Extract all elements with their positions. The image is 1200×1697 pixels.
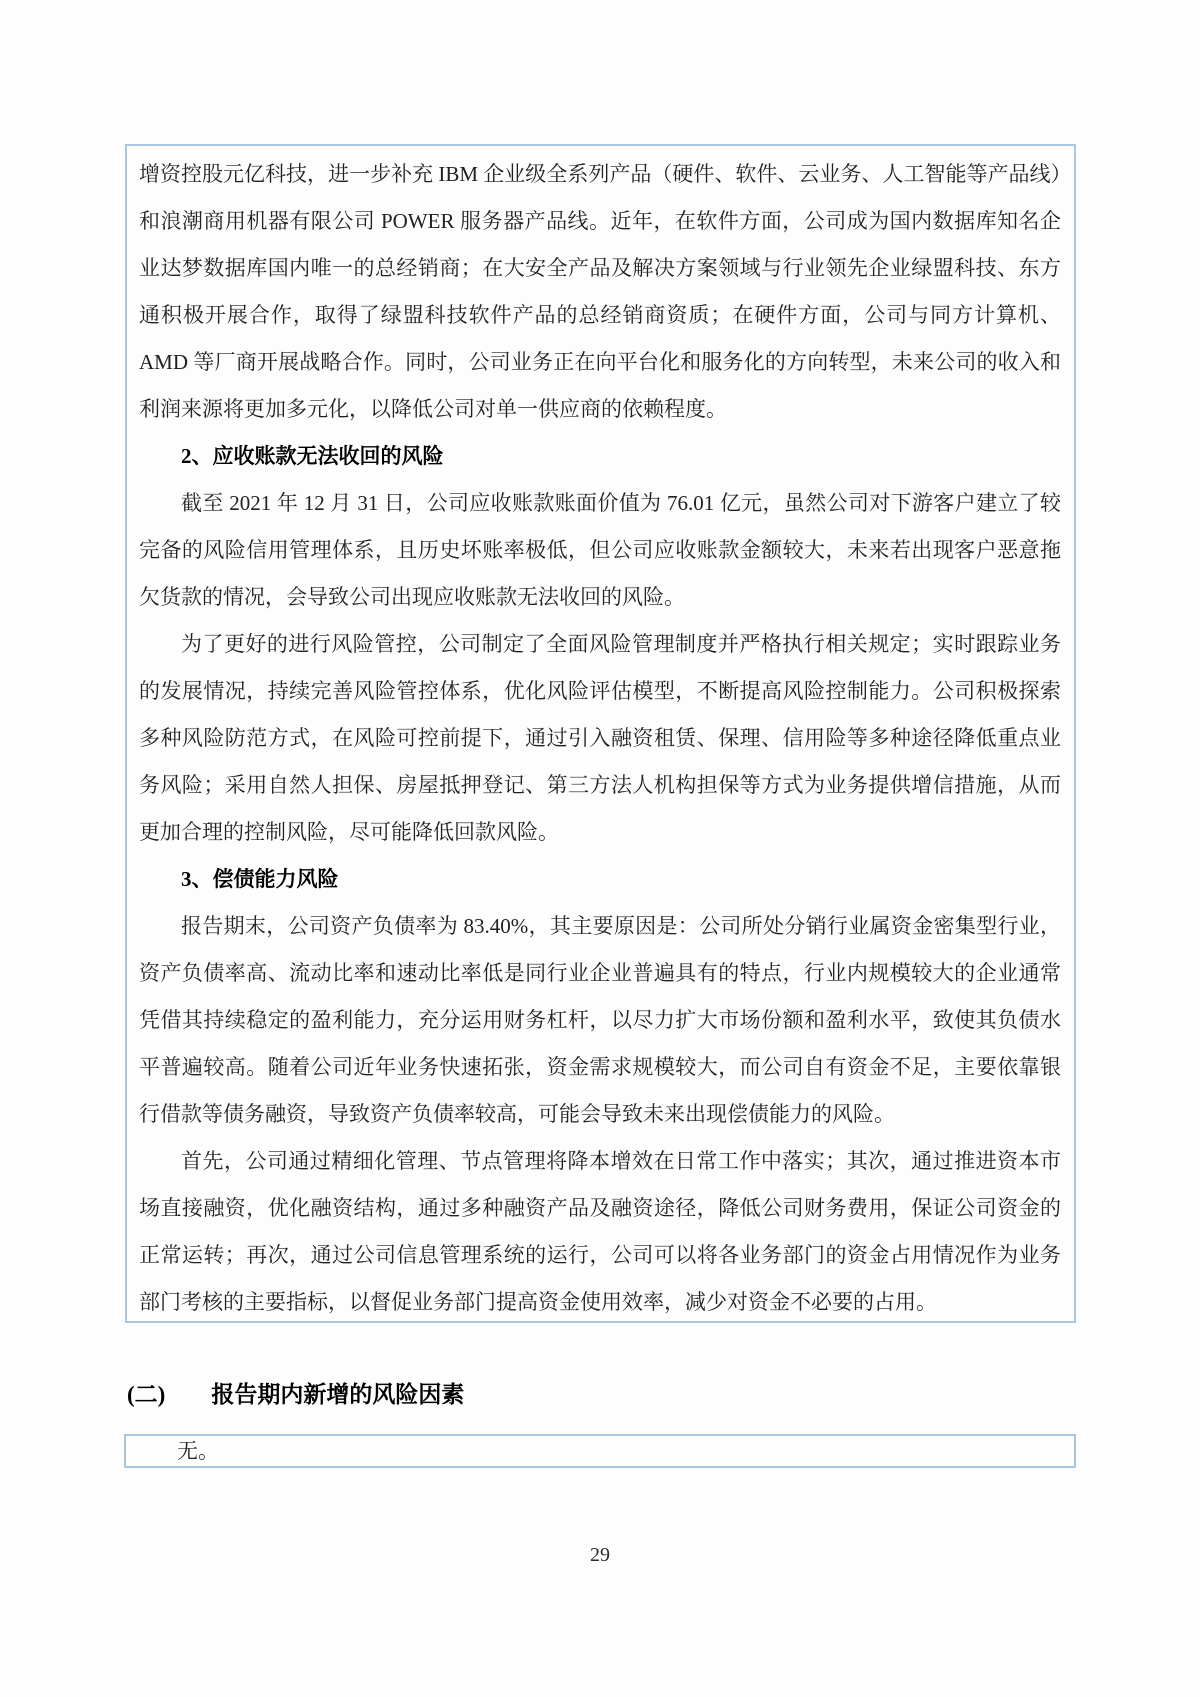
section-title: 报告期内新增的风险因素 [211, 1382, 465, 1407]
paragraph: 报告期末，公司资产负债率为 83.40%，其主要原因是：公司所处分销行业属资金密集型行业，资产负债率高、流动比率和速动比率低是同行业企业普遍具有的特点，行业内规模较大的企业通常凭借其持续稳定的盈利能力，充分运用财务杠杆，以尽力扩大市场份额和盈利水平，致使其负债水平普遍较高。随着公司近年业务快速拓张，资金需求规模较大，而公司自有资金不足，主要依靠银行借款等债务融资，导致资产负债率较高，可能会导致未来出现偿债能力的风险。 [139, 914, 1061, 1126]
paragraph: 首先，公司通过精细化管理、节点管理将降本增效在日常工作中落实；其次，通过推进资本市场直接融资，优化融资结构，通过多种融资产品及融资途径，降低公司财务费用，保证公司资金的正常运转；再次，通过公司信息管理系统的运行，公司可以将各业务部门的资金占用情况作为业务部门考核的主要指标，以督促业务部门提高资金使用效率，减少对资金不必要的占用。 [139, 1149, 1061, 1314]
subsection-heading: 3、偿债能力风险 [181, 867, 339, 891]
paragraph: 为了更好的进行风险管控，公司制定了全面风险管理制度并严格执行相关规定；实时跟踪业务的发展情况，持续完善风险管控体系，优化风险评估模型，不断提高风险控制能力。公司积极探索多种风险防范方式，在风险可控前提下，通过引入融资租赁、保理、信用险等多种途径降低重点业务风险；采用自然人担保、房屋抵押登记、第三方法人机构担保等方式为业务提供增信措施，从而更加合理的控制风险，尽可能降低回款风险。 [139, 632, 1061, 844]
subsection-heading: 2、应收账款无法收回的风险 [181, 444, 444, 468]
section-number: (二) [127, 1382, 166, 1407]
none-box [124, 1434, 1076, 1468]
page-number: 29 [590, 1544, 610, 1566]
paragraph: 增资控股元亿科技，进一步补充 IBM 企业级全系列产品（硬件、软件、云业务、人工智能等产品线）和浪潮商用机器有限公司 POWER 服务器产品线。近年，在软件方面，公司成为国内数据库知名企业达梦数据库国内唯一的总经销商；在大安全产品及解决方案领域与行业领先企业绿盟科技、东方通积极开展合作，取得了绿盟科技软件产品的总经销商资质；在硬件方面，公司与同方计算机、AMD 等厂商开展战略合作。同时，公司业务正在向平台化和服务化的方向转型，未来公司的收入和利润来源将更加多元化，以降低公司对单一供应商的依赖程度。 [139, 162, 1061, 421]
paragraph: 截至 2021 年 12 月 31 日，公司应收账款账面价值为 76.01 亿元，虽然公司对下游客户建立了较完备的风险信用管理体系，且历史坏账率极低，但公司应收账款金额较大，未来若出现客户恶意拖欠货款的情况，会导致公司出现应收账款无法收回的风险。 [139, 491, 1061, 609]
risk-factors-box [125, 144, 1076, 1323]
none-text: 无。 [177, 1439, 219, 1463]
section-heading [127, 1380, 1077, 1410]
